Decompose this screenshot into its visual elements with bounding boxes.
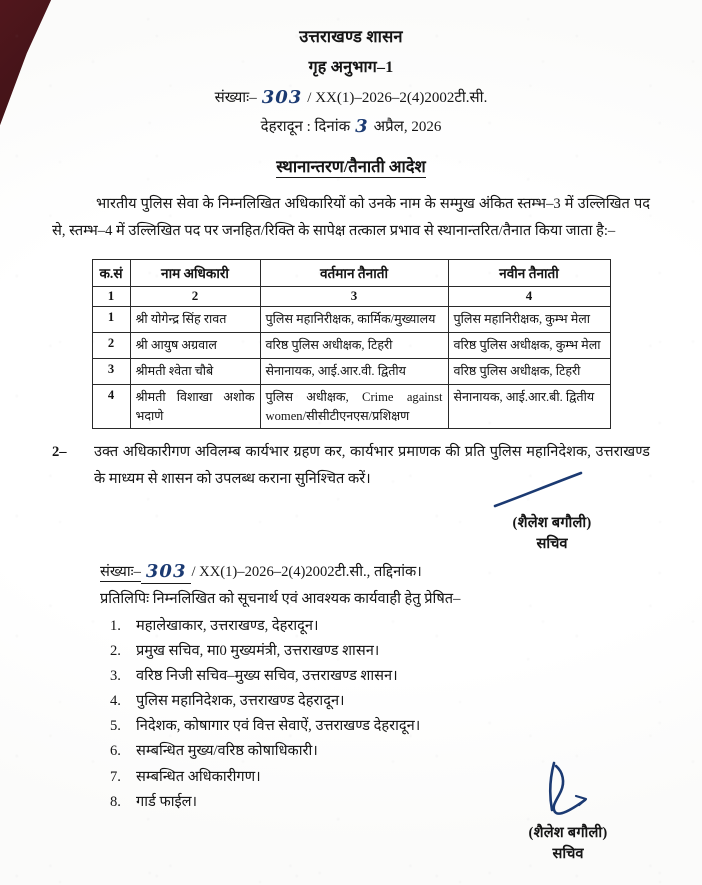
date-suffix: अप्रैल, 2026: [373, 119, 442, 135]
col-header-name: नाम अधिकारी: [130, 259, 260, 286]
cell-name: श्री आयुष अग्रवाल: [130, 332, 260, 358]
col-number-1: 1: [92, 286, 130, 306]
list-item-label: सम्बन्धित मुख्य/वरिष्ठ कोषाधिकारी।: [136, 743, 318, 760]
list-item-number: 6.: [110, 743, 121, 760]
table-row: [92, 384, 610, 429]
place-date-prefix: देहरादून : दिनांक: [260, 119, 351, 135]
paragraph-two-marker: 2–: [52, 444, 67, 461]
col-header-current: वर्तमान तैनाती: [260, 259, 448, 286]
place-date-line: [0, 115, 702, 136]
department-name: उत्तराखण्ड शासन: [299, 27, 403, 46]
list-item-label: महालेखाकार, उत्तराखण्ड, देहरादून।: [136, 618, 319, 634]
list-item-label: प्रमुख सचिव, मा0 मुख्यमंत्री, उत्तराखण्ड शासन।: [136, 643, 380, 660]
paragraph-one: भारतीय पुलिस सेवा के निम्नलिखित अधिकारियों को उनके नाम के सम्मुख अंकित स्तम्भ–3 में उल्लिखित पद से, स्तम्भ–4 में उल्लिखित पद पर जनहित/रिक्ति के सापेक्ष तत्काल प्रभाव से स्थानान्तरित/तैनात किया जाता है:–: [52, 196, 650, 239]
cell-name: श्री योगेन्द्र सिंह रावत: [130, 306, 260, 332]
signature-block-top: [432, 470, 672, 553]
signatory-name-top: (शैलेश बगौली): [512, 515, 592, 531]
list-item-number: 8.: [110, 793, 121, 810]
endorsement-intro: प्रतिलिपिः निम्नलिखित को सूचनार्थ एवं आवश्यक कार्यवाही हेतु प्रेषित–: [100, 591, 461, 607]
list-item: [100, 639, 620, 664]
signature-ink-bottom: [493, 760, 643, 822]
cell-current: सेनानायक, आई.आर.वी. द्वितीय: [260, 358, 448, 384]
endorsement-number-label: संख्याः–: [100, 564, 141, 580]
col-number-2: 2: [130, 286, 260, 306]
list-item-number: 1.: [110, 618, 121, 634]
signatory-designation-bottom: सचिव: [552, 846, 584, 862]
col-header-new: नवीन तैनाती: [448, 259, 610, 286]
section-name: गृह अनुभाग–1: [308, 59, 394, 76]
order-number-label: संख्याः–: [214, 90, 257, 106]
table-row: [92, 306, 610, 332]
table-row: [92, 358, 610, 384]
list-item: [100, 714, 620, 739]
col-header-serial: क.सं: [92, 259, 130, 286]
posting-table: [92, 259, 611, 429]
list-item-label: पुलिस महानिदेशक, उत्तराखण्ड देहरादून।: [136, 693, 345, 710]
endorsement-number-handwritten: 303: [141, 561, 192, 584]
cell-new: वरिष्ठ पुलिस अधीक्षक, टिहरी: [448, 358, 610, 384]
order-number-suffix: / XX(1)–2026–2(4)2002टी.सी.: [307, 90, 488, 106]
cell-current: पुलिस अधीक्षक, Crime against women/सीसीटीएनएस/प्रशिक्षण: [260, 384, 448, 429]
endorsement-number-line: [100, 560, 620, 581]
cell-new: वरिष्ठ पुलिस अधीक्षक, कुम्भ मेला: [448, 332, 610, 358]
table-header-row: [92, 259, 610, 286]
cell-name: श्रीमती विशाखा अशोक भदाणे: [130, 384, 260, 429]
table-row: [92, 332, 610, 358]
cell-serial: 3: [92, 358, 130, 384]
table-column-number-row: [92, 286, 610, 306]
order-title-wrapper: [0, 154, 702, 177]
list-item-label: गार्ड फाईल।: [136, 793, 198, 810]
paragraph-two: उक्त अधिकारीगण अविलम्ब कार्यभार ग्रहण कर, कार्यभार प्रमाणक की प्रति पुलिस महानिदेशक, उत्तराखण्ड के माध्यम से शासन को उपलब्ध कराना सुनिश्चित करें।: [94, 444, 650, 488]
list-item: [100, 664, 620, 689]
cell-serial: 2: [92, 332, 130, 358]
list-item-number: 5.: [110, 718, 121, 735]
list-item-number: 3.: [110, 668, 121, 685]
signature-ink-top: [477, 470, 627, 512]
list-item-label: वरिष्ठ निजी सचिव–मुख्य सचिव, उत्तराखण्ड शासन।: [136, 668, 398, 685]
list-item-number: 7.: [110, 768, 121, 785]
list-item-number: 2.: [110, 643, 121, 660]
signatory-name-bottom: (शैलेश बगौली): [528, 825, 608, 841]
cell-serial: 1: [92, 306, 130, 332]
cell-current: वरिष्ठ पुलिस अधीक्षक, टिहरी: [260, 332, 448, 358]
signatory-designation-top: सचिव: [536, 536, 568, 552]
order-number-handwritten: 303: [261, 87, 303, 108]
col-number-4: 4: [448, 286, 610, 306]
order-number-line: [0, 86, 702, 107]
endorsement-number-suffix: / XX(1)–2026–2(4)2002टी.सी., तद्दिनांक।: [191, 564, 422, 580]
cell-new: पुलिस महानिरीक्षक, कुम्भ मेला: [448, 306, 610, 332]
cell-new: सेनानायक, आई.आर.बी. द्वितीय: [448, 384, 610, 429]
signature-block-bottom: [448, 760, 688, 863]
col-number-3: 3: [260, 286, 448, 306]
date-handwritten: 3: [355, 116, 369, 137]
list-item-number: 4.: [110, 693, 121, 710]
cell-current: पुलिस महानिरीक्षक, कार्मिक/मुख्यालय: [260, 306, 448, 332]
cell-name: श्रीमती श्वेता चौबे: [130, 358, 260, 384]
cell-serial: 4: [92, 384, 130, 429]
list-item-label: निदेशक, कोषागार एवं वित्त सेवाऐं, उत्तराखण्ड देहरादून।: [136, 718, 421, 735]
list-item: [100, 614, 620, 639]
list-item: [100, 689, 620, 714]
list-item-label: सम्बन्धित अधिकारीगण।: [136, 768, 261, 785]
order-title: स्थानान्तरण/तैनाती आदेश: [276, 157, 426, 176]
